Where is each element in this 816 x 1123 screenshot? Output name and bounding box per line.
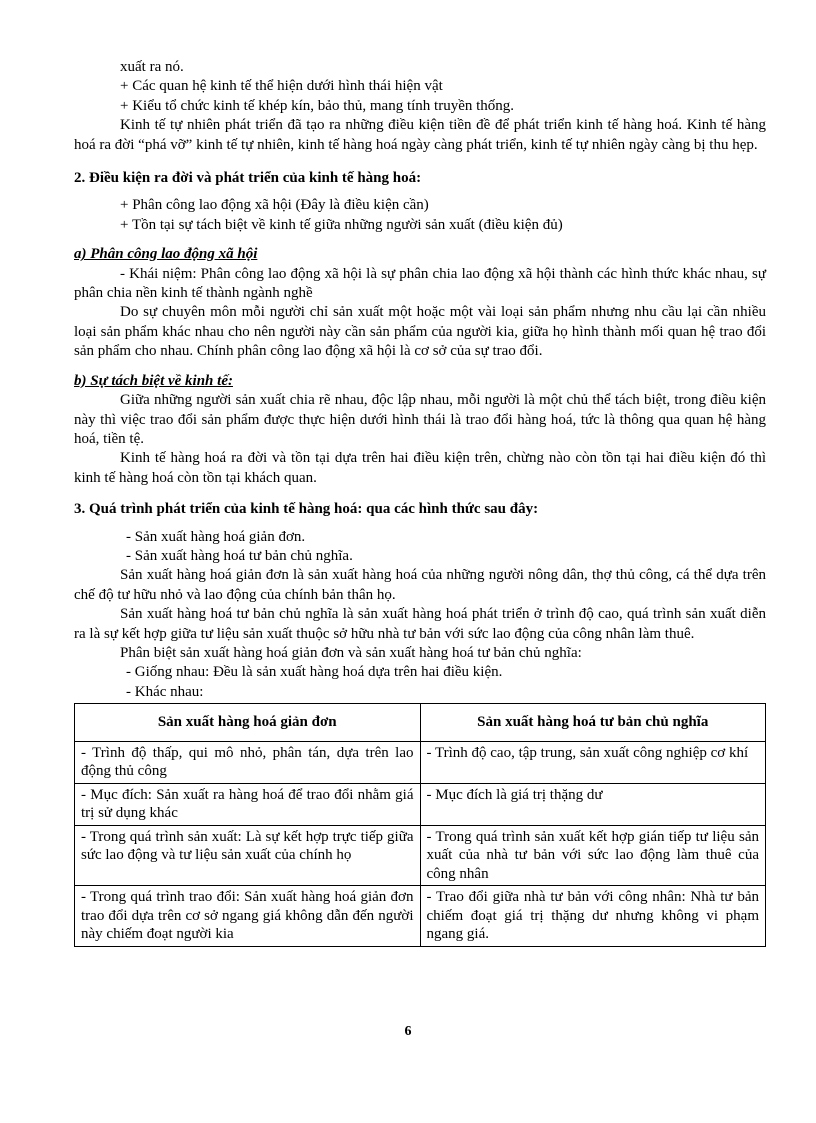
table-cell: - Mục đích là giá trị thặng dư [420,783,766,825]
paragraph: Sản xuất hàng hoá giản đơn là sản xuất hàng hoá của những người nông dân, thợ thủ công, cá thể dựa trên chế độ tư hữu nhỏ và lao động của chính bản thân họ. [74,567,766,603]
table-row [75,741,766,783]
paragraph: Kinh tế tự nhiên phát triển đã tạo ra những điều kiện tiền đề để phát triển kinh tế hàng hoá. Kinh tế hàng hoá ra đời “phá vỡ” kinh tế tự nhiên, kinh tế hàng hoá ngày càng phát triển, kinh tế tự nhiên ngày càng bị thu hẹp. [74,117,766,153]
bullet-line: + Phân công lao động xã hội (Đây là điều kiện cần) [120,197,429,214]
table-header-row [75,704,766,742]
paragraph: Sản xuất hàng hoá tư bản chủ nghĩa là sản xuất hàng hoá phát triển ở trình độ cao, quá trình sản xuất diễn ra là sự kết hợp giữa tư liệu sản xuất thuộc sở hữu nhà tư bản với sức lao động của công nhân làm thuê. [74,606,766,642]
subsection-heading-a: a) Phân công lao động xã hội [74,246,258,263]
bullet-line: + Tồn tại sự tách biệt về kinh tế giữa những người sản xuất (điều kiện đủ) [120,216,563,233]
table-cell: - Trong quá trình trao đổi: Sản xuất hàng hoá giản đơn trao đổi dựa trên cơ sở ngang giá không dẫn đến người này chiếm đoạt người kia [75,886,421,947]
page-content [74,58,766,947]
dash-item: - Sản xuất hàng hoá tư bản chủ nghĩa. [126,547,353,564]
table-cell: - Trong quá trình sản xuất: Là sự kết hợp trực tiếp giữa sức lao động và tư liệu sản xuất của chính họ [75,825,421,886]
paragraph: Do sự chuyên môn mỗi người chỉ sản xuất một hoặc một vài loại sản phẩm nhưng nhu cầu lại cần nhiều loại sản phẩm khác nhau cho nên người này cần sản phẩm của người kia, giữa họ hình thành mối quan hệ trao đổi sản phẩm cho nhau. Chính phân công lao động xã hội là cơ sở của sự trao đổi. [74,304,766,360]
section-heading-3: 3. Quá trình phát triển của kinh tế hàng hoá: qua các hình thức sau đây: [74,501,539,518]
table-cell: - Trong quá trình sản xuất kết hợp gián tiếp tư liệu sản xuất của nhà tư bản với sức lao động làm thuê của công nhân [420,825,766,886]
table-row [75,886,766,947]
dash-item: - Giống nhau: Đều là sản xuất hàng hoá dựa trên hai điều kiện. [126,664,503,681]
table-cell: - Trao đổi giữa nhà tư bản với công nhân: Nhà tư bản chiếm đoạt giá trị thặng dư nhưng không vi phạm ngang giá. [420,886,766,947]
text-line: xuất ra nó. [120,59,184,75]
table-header-cell: Sản xuất hàng hoá giản đơn [75,704,421,742]
paragraph: Giữa những người sản xuất chia rẽ nhau, độc lập nhau, mỗi người là một chủ thể tách biệt, trong điều kiện này thì việc trao đổi sản phẩm được thực hiện dưới hình thái là trao đổi hàng hoá, tức là thông qua quan hệ hàng hoá, tiền tệ. [74,392,766,447]
table-cell: - Trình độ thấp, qui mô nhỏ, phân tán, dựa trên lao động thủ công [75,741,421,783]
bullet-line: + Các quan hệ kinh tế thể hiện dưới hình thái hiện vật [120,78,443,95]
page-number: 6 [404,1024,412,1039]
dash-item: - Sản xuất hàng hoá giản đơn. [126,528,306,545]
subsection-heading-b: b) Sự tách biệt về kinh tế: [74,372,233,389]
table-cell: - Mục đích: Sản xuất ra hàng hoá để trao đổi nhằm giá trị sử dụng khác [75,783,421,825]
table-row [75,825,766,886]
dash-item: - Khác nhau: [126,683,204,700]
section-heading-2: 2. Điều kiện ra đời và phát triển của kinh tế hàng hoá: [74,170,422,187]
paragraph: Phân biệt sản xuất hàng hoá giản đơn và sản xuất hàng hoá tư bản chủ nghĩa: [120,644,582,661]
comparison-table [74,703,766,947]
paragraph: Kinh tế hàng hoá ra đời và tồn tại dựa trên hai điều kiện trên, chừng nào còn tồn tại hai điều kiện đó thì kinh tế hàng hoá còn tồn tại khách quan. [74,450,766,486]
table-row [75,783,766,825]
bullet-line: + Kiểu tổ chức kinh tế khép kín, bảo thủ, mang tính truyền thống. [120,97,515,114]
table-header-cell: Sản xuất hàng hoá tư bản chủ nghĩa [420,704,766,742]
table-cell: - Trình độ cao, tập trung, sản xuất công nghiệp cơ khí [420,741,766,783]
paragraph: - Khái niệm: Phân công lao động xã hội là sự phân chia lao động xã hội thành các hình thức khác nhau, sự phân chia nền kinh tế thành ngành nghề [74,265,766,302]
